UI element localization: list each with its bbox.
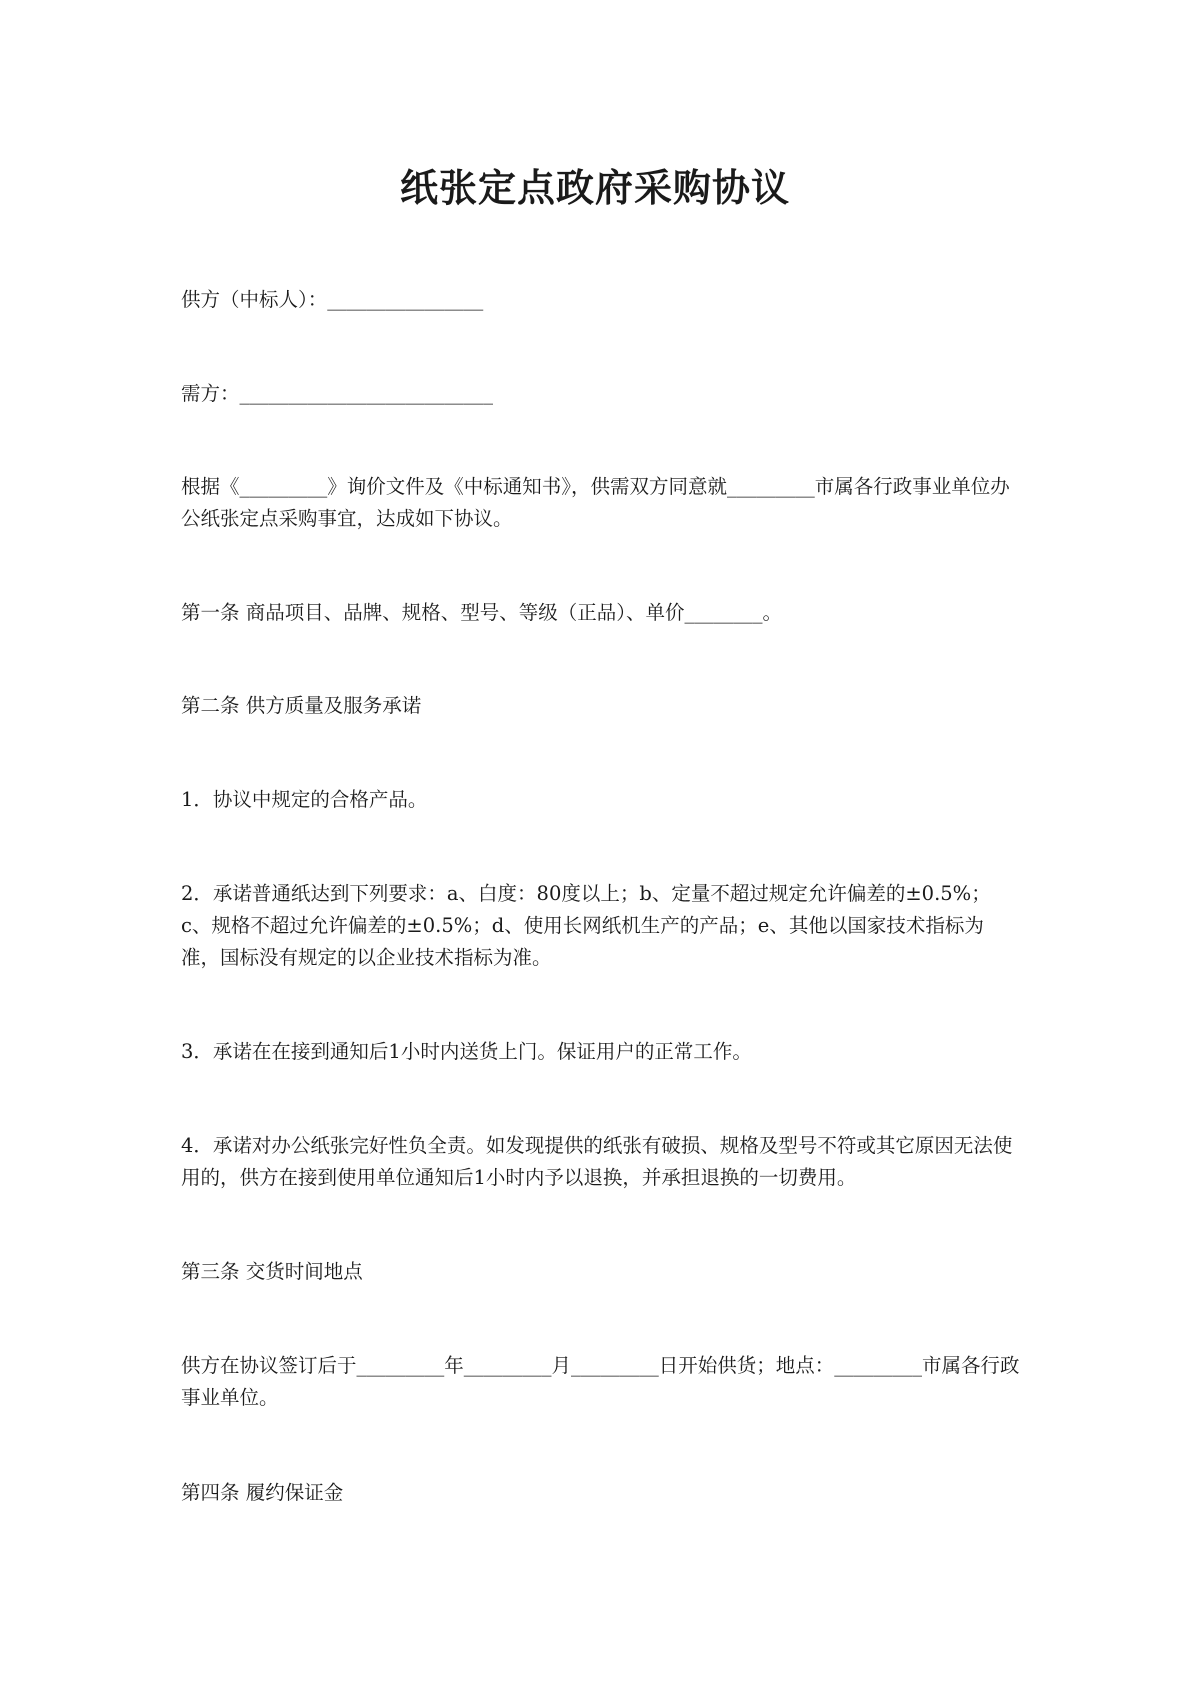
commitment-item-1: 1．协议中规定的合格产品。 [181, 788, 428, 811]
article-2-heading: 第二条 供方质量及服务承诺 [181, 694, 422, 717]
commitment-item-2: 2．承诺普通纸达到下列要求：a、白度：80度以上；b、定量不超过规定允许偏差的±0.5%；c、规格不超过允许偏差的±0.5%；d、使用长网纸机生产的产品；e、其他以国家技术指标为准，国标没有规定的以企业技术指标为准。 [181, 882, 991, 969]
delivery-paragraph: 供方在协议签订后于_________年_________月_________日开始供货；地点：_________市属各行政事业单位。 [181, 1354, 1020, 1409]
commitment-item-3: 3．承诺在在接到通知后1小时内送货上门。保证用户的正常工作。 [181, 1040, 752, 1063]
article-4-heading: 第四条 履约保证金 [181, 1481, 344, 1504]
article-1-heading: 第一条 商品项目、品牌、规格、型号、等级（正品）、单价________。 [181, 601, 782, 624]
document-title: 纸张定点政府采购协议 [399, 165, 790, 210]
supplier-line: 供方（中标人）：________________ [181, 288, 484, 311]
buyer-line: 需方：__________________________ [181, 382, 494, 405]
commitment-item-4: 4．承诺对办公纸张完好性负全责。如发现提供的纸张有破损、规格及型号不符或其它原因无法使用的，供方在接到使用单位通知后1小时内予以退换，并承担退换的一切费用。 [181, 1134, 1013, 1189]
article-3-heading: 第三条 交货时间地点 [181, 1260, 363, 1283]
intro-paragraph: 根据《_________》询价文件及《中标通知书》，供需双方同意就_________市属各行政事业单位办公纸张定点采购事宜，达成如下协议。 [181, 475, 1010, 530]
